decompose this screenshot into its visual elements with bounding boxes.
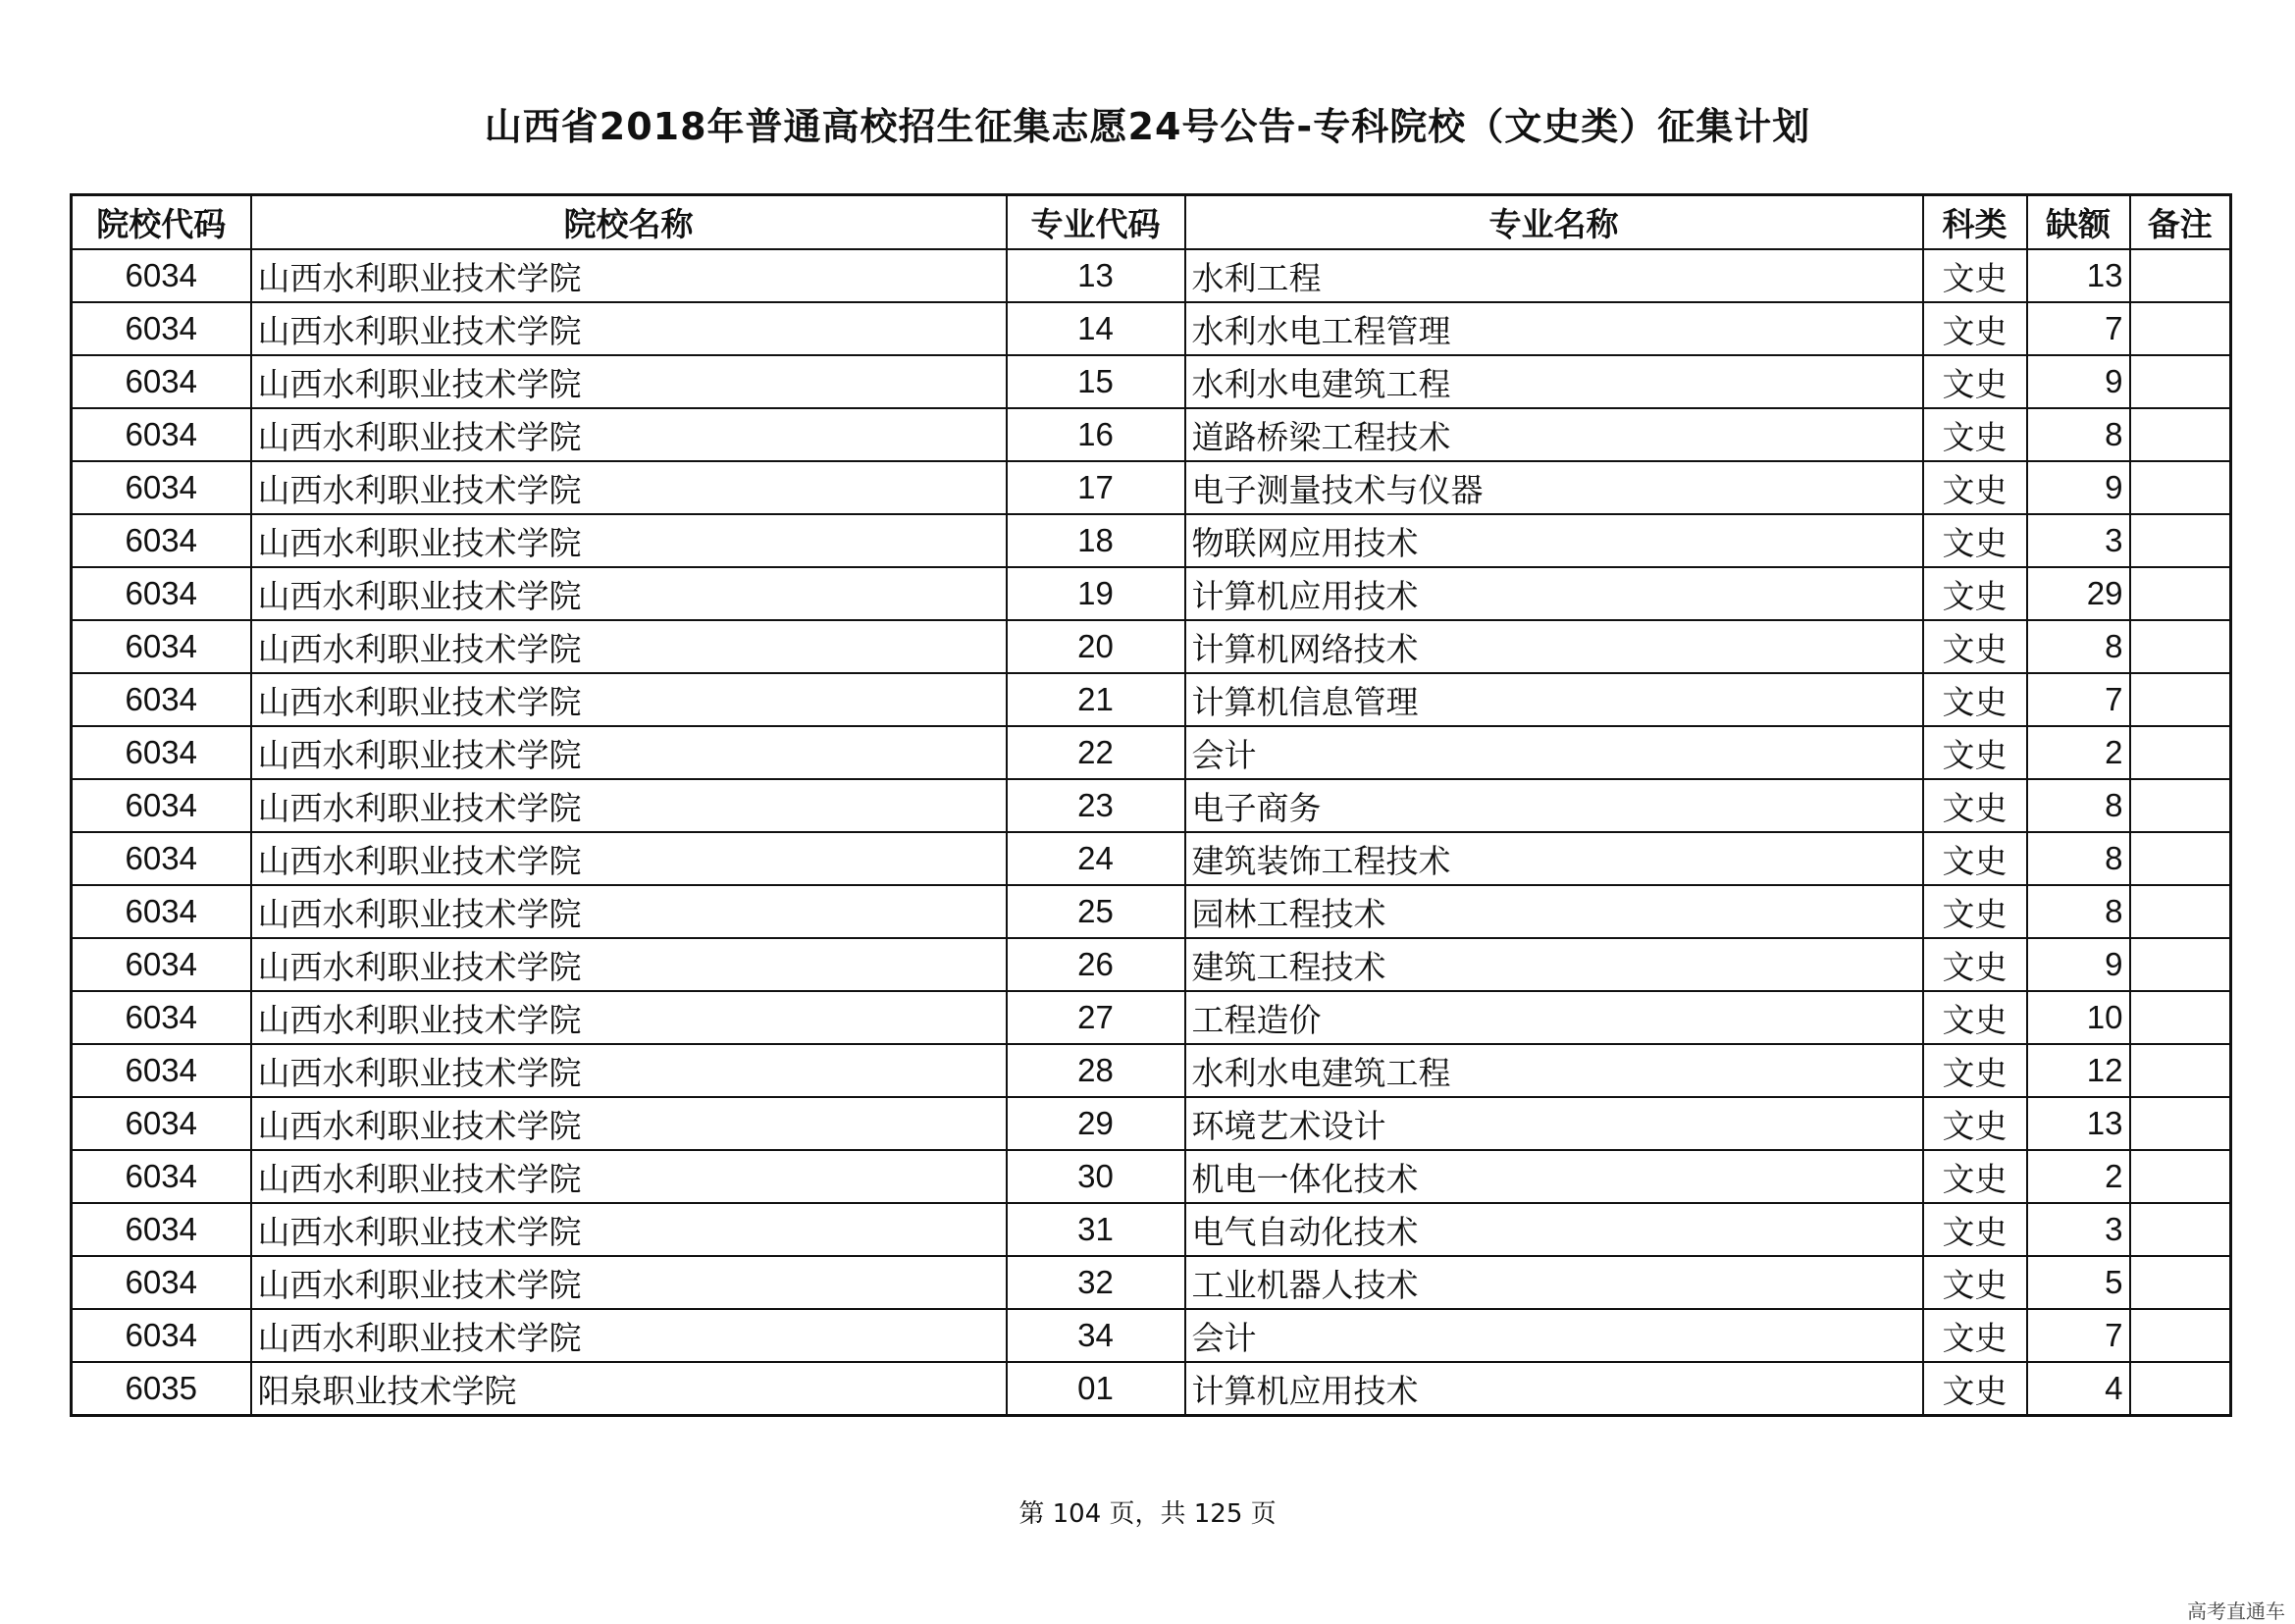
school-code-cell: 6034 <box>72 302 251 355</box>
table-row <box>72 779 2231 832</box>
school-name-cell: 山西水利职业技术学院 <box>251 355 1007 408</box>
remarks-cell <box>2130 302 2231 355</box>
category-cell: 文史 <box>1923 1203 2027 1256</box>
table-row <box>72 726 2231 779</box>
header-remarks: 备注 <box>2130 195 2231 250</box>
major-code-cell: 23 <box>1007 779 1185 832</box>
school-code-cell: 6034 <box>72 779 251 832</box>
major-code-cell: 28 <box>1007 1044 1185 1097</box>
school-code-cell: 6034 <box>72 991 251 1044</box>
school-code-cell: 6034 <box>72 673 251 726</box>
remarks-cell <box>2130 408 2231 461</box>
quota-cell: 7 <box>2027 1309 2130 1362</box>
major-name-cell: 计算机应用技术 <box>1185 1362 1923 1416</box>
school-code-cell: 6034 <box>72 461 251 514</box>
major-name-cell: 电子测量技术与仪器 <box>1185 461 1923 514</box>
quota-cell: 10 <box>2027 991 2130 1044</box>
major-code-cell: 32 <box>1007 1256 1185 1309</box>
remarks-cell <box>2130 938 2231 991</box>
major-code-cell: 31 <box>1007 1203 1185 1256</box>
remarks-cell <box>2130 832 2231 885</box>
header-school-name: 院校名称 <box>251 195 1007 250</box>
remarks-cell <box>2130 249 2231 302</box>
category-cell: 文史 <box>1923 249 2027 302</box>
category-cell: 文史 <box>1923 408 2027 461</box>
school-name-cell: 山西水利职业技术学院 <box>251 1309 1007 1362</box>
school-code-cell: 6034 <box>72 1150 251 1203</box>
category-cell: 文史 <box>1923 938 2027 991</box>
quota-cell: 7 <box>2027 302 2130 355</box>
table-row <box>72 1362 2231 1416</box>
school-code-cell: 6034 <box>72 726 251 779</box>
major-code-cell: 16 <box>1007 408 1185 461</box>
school-code-cell: 6034 <box>72 249 251 302</box>
remarks-cell <box>2130 885 2231 938</box>
category-cell: 文史 <box>1923 1362 2027 1416</box>
header-category: 科类 <box>1923 195 2027 250</box>
category-cell: 文史 <box>1923 620 2027 673</box>
remarks-cell <box>2130 1044 2231 1097</box>
major-name-cell: 园林工程技术 <box>1185 885 1923 938</box>
major-code-cell: 24 <box>1007 832 1185 885</box>
category-cell: 文史 <box>1923 726 2027 779</box>
major-code-cell: 19 <box>1007 567 1185 620</box>
major-code-cell: 13 <box>1007 249 1185 302</box>
remarks-cell <box>2130 620 2231 673</box>
school-name-cell: 山西水利职业技术学院 <box>251 726 1007 779</box>
school-code-cell: 6034 <box>72 567 251 620</box>
major-name-cell: 环境艺术设计 <box>1185 1097 1923 1150</box>
major-code-cell: 17 <box>1007 461 1185 514</box>
school-name-cell: 山西水利职业技术学院 <box>251 461 1007 514</box>
quota-cell: 9 <box>2027 938 2130 991</box>
remarks-cell <box>2130 673 2231 726</box>
remarks-cell <box>2130 1256 2231 1309</box>
remarks-cell <box>2130 1309 2231 1362</box>
major-code-cell: 27 <box>1007 991 1185 1044</box>
school-name-cell: 山西水利职业技术学院 <box>251 832 1007 885</box>
major-name-cell: 会计 <box>1185 1309 1923 1362</box>
school-name-cell: 山西水利职业技术学院 <box>251 779 1007 832</box>
header-major-code: 专业代码 <box>1007 195 1185 250</box>
school-name-cell: 山西水利职业技术学院 <box>251 1150 1007 1203</box>
table-header-row <box>72 195 2231 250</box>
school-name-cell: 山西水利职业技术学院 <box>251 938 1007 991</box>
category-cell: 文史 <box>1923 567 2027 620</box>
table-row <box>72 249 2231 302</box>
quota-cell: 8 <box>2027 408 2130 461</box>
remarks-cell <box>2130 355 2231 408</box>
major-code-cell: 30 <box>1007 1150 1185 1203</box>
header-major-name: 专业名称 <box>1185 195 1923 250</box>
quota-cell: 3 <box>2027 514 2130 567</box>
admission-plan-table <box>70 193 2232 1417</box>
school-name-cell: 山西水利职业技术学院 <box>251 302 1007 355</box>
major-name-cell: 电子商务 <box>1185 779 1923 832</box>
remarks-cell <box>2130 514 2231 567</box>
major-code-cell: 21 <box>1007 673 1185 726</box>
quota-cell: 2 <box>2027 726 2130 779</box>
school-code-cell: 6034 <box>72 832 251 885</box>
school-name-cell: 山西水利职业技术学院 <box>251 1203 1007 1256</box>
quota-cell: 8 <box>2027 620 2130 673</box>
remarks-cell <box>2130 1097 2231 1150</box>
school-name-cell: 山西水利职业技术学院 <box>251 885 1007 938</box>
table-row <box>72 1203 2231 1256</box>
category-cell: 文史 <box>1923 1256 2027 1309</box>
quota-cell: 8 <box>2027 885 2130 938</box>
table-row <box>72 885 2231 938</box>
school-code-cell: 6034 <box>72 1309 251 1362</box>
remarks-cell <box>2130 1362 2231 1416</box>
school-name-cell: 山西水利职业技术学院 <box>251 408 1007 461</box>
category-cell: 文史 <box>1923 885 2027 938</box>
major-code-cell: 34 <box>1007 1309 1185 1362</box>
category-cell: 文史 <box>1923 779 2027 832</box>
quota-cell: 13 <box>2027 1097 2130 1150</box>
school-code-cell: 6034 <box>72 1097 251 1150</box>
table-row <box>72 991 2231 1044</box>
remarks-cell <box>2130 779 2231 832</box>
quota-cell: 5 <box>2027 1256 2130 1309</box>
quota-cell: 7 <box>2027 673 2130 726</box>
quota-cell: 9 <box>2027 461 2130 514</box>
major-name-cell: 工程造价 <box>1185 991 1923 1044</box>
quota-cell: 12 <box>2027 1044 2130 1097</box>
major-name-cell: 计算机网络技术 <box>1185 620 1923 673</box>
school-name-cell: 山西水利职业技术学院 <box>251 567 1007 620</box>
table-row <box>72 355 2231 408</box>
category-cell: 文史 <box>1923 1309 2027 1362</box>
major-code-cell: 20 <box>1007 620 1185 673</box>
remarks-cell <box>2130 567 2231 620</box>
major-name-cell: 水利水电建筑工程 <box>1185 355 1923 408</box>
school-name-cell: 山西水利职业技术学院 <box>251 620 1007 673</box>
major-name-cell: 水利工程 <box>1185 249 1923 302</box>
table-row <box>72 461 2231 514</box>
remarks-cell <box>2130 1203 2231 1256</box>
table-row <box>72 408 2231 461</box>
category-cell: 文史 <box>1923 991 2027 1044</box>
category-cell: 文史 <box>1923 461 2027 514</box>
major-code-cell: 15 <box>1007 355 1185 408</box>
quota-cell: 13 <box>2027 249 2130 302</box>
major-code-cell: 01 <box>1007 1362 1185 1416</box>
school-code-cell: 6034 <box>72 408 251 461</box>
major-name-cell: 计算机信息管理 <box>1185 673 1923 726</box>
school-code-cell: 6034 <box>72 885 251 938</box>
category-cell: 文史 <box>1923 673 2027 726</box>
table-row <box>72 514 2231 567</box>
quota-cell: 29 <box>2027 567 2130 620</box>
table-row <box>72 302 2231 355</box>
table-row <box>72 1097 2231 1150</box>
quota-cell: 8 <box>2027 832 2130 885</box>
major-code-cell: 25 <box>1007 885 1185 938</box>
school-code-cell: 6034 <box>72 620 251 673</box>
major-name-cell: 道路桥梁工程技术 <box>1185 408 1923 461</box>
school-code-cell: 6035 <box>72 1362 251 1416</box>
page-title: 山西省2018年普通高校招生征集志愿24号公告-专科院校（文史类）征集计划 <box>484 105 1811 148</box>
quota-cell: 4 <box>2027 1362 2130 1416</box>
major-name-cell: 电气自动化技术 <box>1185 1203 1923 1256</box>
category-cell: 文史 <box>1923 1097 2027 1150</box>
category-cell: 文史 <box>1923 302 2027 355</box>
header-quota: 缺额 <box>2027 195 2130 250</box>
school-name-cell: 山西水利职业技术学院 <box>251 1256 1007 1309</box>
major-name-cell: 机电一体化技术 <box>1185 1150 1923 1203</box>
major-name-cell: 物联网应用技术 <box>1185 514 1923 567</box>
major-code-cell: 14 <box>1007 302 1185 355</box>
table-row <box>72 1044 2231 1097</box>
quota-cell: 2 <box>2027 1150 2130 1203</box>
school-code-cell: 6034 <box>72 1203 251 1256</box>
header-school-code: 院校代码 <box>72 195 251 250</box>
school-name-cell: 山西水利职业技术学院 <box>251 1044 1007 1097</box>
category-cell: 文史 <box>1923 1150 2027 1203</box>
school-code-cell: 6034 <box>72 355 251 408</box>
school-name-cell: 山西水利职业技术学院 <box>251 991 1007 1044</box>
table-body <box>72 249 2231 1416</box>
remarks-cell <box>2130 991 2231 1044</box>
school-name-cell: 阳泉职业技术学院 <box>251 1362 1007 1416</box>
major-name-cell: 水利水电工程管理 <box>1185 302 1923 355</box>
category-cell: 文史 <box>1923 355 2027 408</box>
major-name-cell: 水利水电建筑工程 <box>1185 1044 1923 1097</box>
remarks-cell <box>2130 726 2231 779</box>
quota-cell: 3 <box>2027 1203 2130 1256</box>
major-code-cell: 29 <box>1007 1097 1185 1150</box>
major-code-cell: 26 <box>1007 938 1185 991</box>
quota-cell: 9 <box>2027 355 2130 408</box>
school-code-cell: 6034 <box>72 514 251 567</box>
major-code-cell: 22 <box>1007 726 1185 779</box>
school-code-cell: 6034 <box>72 938 251 991</box>
major-name-cell: 计算机应用技术 <box>1185 567 1923 620</box>
table-row <box>72 673 2231 726</box>
page-number: 第 104 页，共 125 页 <box>1018 1499 1277 1529</box>
remarks-cell <box>2130 1150 2231 1203</box>
school-code-cell: 6034 <box>72 1256 251 1309</box>
school-name-cell: 山西水利职业技术学院 <box>251 673 1007 726</box>
table-row <box>72 620 2231 673</box>
table-row <box>72 567 2231 620</box>
school-name-cell: 山西水利职业技术学院 <box>251 514 1007 567</box>
major-code-cell: 18 <box>1007 514 1185 567</box>
remarks-cell <box>2130 461 2231 514</box>
table-row <box>72 1150 2231 1203</box>
major-name-cell: 会计 <box>1185 726 1923 779</box>
school-name-cell: 山西水利职业技术学院 <box>251 1097 1007 1150</box>
category-cell: 文史 <box>1923 1044 2027 1097</box>
quota-cell: 8 <box>2027 779 2130 832</box>
category-cell: 文史 <box>1923 514 2027 567</box>
watermark: 高考直通车 <box>2187 1599 2285 1623</box>
table-row <box>72 832 2231 885</box>
major-name-cell: 建筑工程技术 <box>1185 938 1923 991</box>
table-row <box>72 938 2231 991</box>
table-row <box>72 1309 2231 1362</box>
major-name-cell: 建筑装饰工程技术 <box>1185 832 1923 885</box>
school-name-cell: 山西水利职业技术学院 <box>251 249 1007 302</box>
table-row <box>72 1256 2231 1309</box>
school-code-cell: 6034 <box>72 1044 251 1097</box>
major-name-cell: 工业机器人技术 <box>1185 1256 1923 1309</box>
category-cell: 文史 <box>1923 832 2027 885</box>
